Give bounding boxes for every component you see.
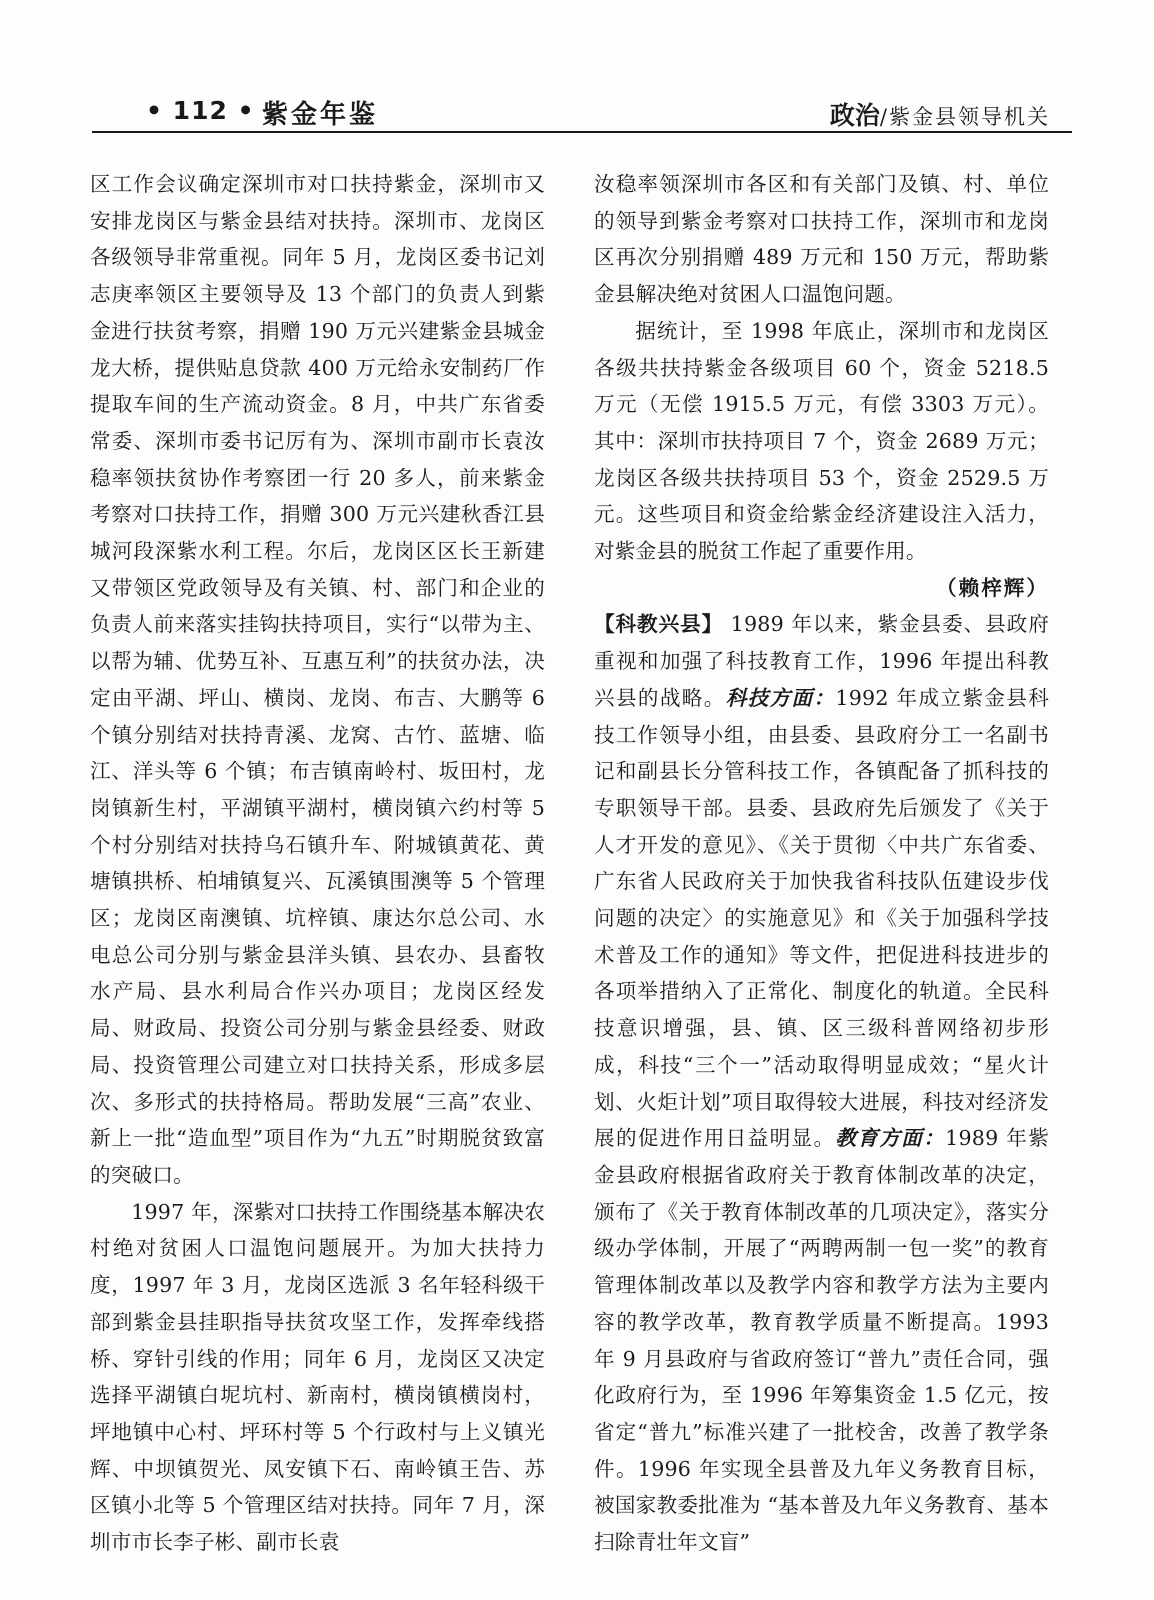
entry-text: 1989 年以来，紫金县委、县政府重视和加强了科技教育工作，1996 年提出科教兴县的战略。 xyxy=(594,612,1049,710)
paragraph: 据统计，至 1998 年底止，深圳市和龙岗区各级共扶持紫金各级项目 60 个，资金 5218.5 万元（无偿 1915.5 万元，有偿 3303 万元）。其中：深圳市扶持项目 7 个，资金 2689 万元；龙岗区各级共扶持项目 53 个，资金 2529.5 万元。这些项目和资金给紫金经济建设注入活力，对紫金县的脱贫工作起了重要作用。 xyxy=(594,318,1049,564)
sub-heading: 教育方面： xyxy=(835,1126,946,1151)
page-number: • 112 • xyxy=(146,96,255,125)
paragraph: 汝稳率领深圳市各区和有关部门及镇、村、单位的领导到紫金考察对口扶持工作，深圳市和龙岗区再次分别捐赠 489 万元和 150 万元，帮助紫金县解决绝对贫困人口温饱问题。 xyxy=(594,172,1049,307)
sub-heading: 科技方面： xyxy=(725,685,836,710)
section-heading xyxy=(830,96,1050,132)
entry-text: 1992 年成立紫金县科技工作领导小组，由县委、县政府分工一名副书记和副县长分管科技工作，各镇配备了抓科技的专职领导干部。县委、县政府先后颁发了《关于人才开发的意见》、《关于贯彻〈中共广东省委、广东省人民政府关于加快我省科技队伍建设步伐问题的决定〉的实施意见》和《关于加强科学技术普及工作的通知》等文件，把促进科技进步的各项举措纳入了正常化、制度化的轨道。全民科技意识增强，县、镇、区三级科普网络初步形成，科技“三个一”活动取得明显成效；“星火计划、火炬计划”项目取得较大进展，科技对经济发展的促进作用日益明显。 xyxy=(594,685,1050,1151)
section-sub: /紫金县领导机关 xyxy=(879,105,1050,129)
left-column xyxy=(90,166,545,1561)
header-rule xyxy=(92,131,1072,133)
book-title: 紫金年鉴 xyxy=(262,100,379,130)
right-column xyxy=(594,166,1049,1561)
entry-paragraph xyxy=(594,606,1049,1560)
paragraph: 1997 年，深紫对口扶持工作围绕基本解决农村绝对贫困人口温饱问题展开。为加大扶持力度，1997 年 3 月，龙岗区选派 3 名年轻科级干部到紫金县挂职指导扶贫攻坚工作，发挥牵线搭桥、穿针引线的作用；同年 6 月，龙岗区又决定选择平湖镇白坭坑村、新南村，横岗镇横岗村，坪地镇中心村、坪环村等 5 个行政村与上义镇光辉、中坝镇贺光、凤安镇下石、南岭镇王告、苏区镇小北等 5 个管理区结对扶持。同年 7 月，深圳市市长李子彬、副市长袁 xyxy=(90,1199,545,1555)
section-main: 政治 xyxy=(829,101,880,130)
entry-title: 【科教兴县】 xyxy=(594,612,724,637)
author-credit: （赖梓辉） xyxy=(936,575,1049,600)
entry-text: 1989 年紫金县政府根据省政府关于教育体制改革的决定，颁布了《关于教育体制改革的几项决定》，落实分级办学体制，开展了“两聘两制一包一奖”的教育管理体制改革以及教学内容和教学方法为主要内容的教学改革，教育教学质量不断提高。1993 年 9 月县政府与省政府签订“普九”责任合同，强化政府行为，至 1996 年筹集资金 1.5 亿元，按省定“普九”标准兴建了一批校舍，改善了教学条件。1996 年实现全县普及九年义务教育目标，被国家教委批准为 “基本普及九年义务教育、基本扫除青壮年文盲” xyxy=(594,1126,1050,1555)
page-header xyxy=(92,92,1072,132)
paragraph: 区工作会议确定深圳市对口扶持紫金，深圳市又安排龙岗区与紫金县结对扶持。深圳市、龙岗区各级领导非常重视。同年 5 月，龙岗区委书记刘志庚率领区主要领导及 13 个部门的负责人到紫金进行扶贫考察，捐赠 190 万元兴建紫金县城金龙大桥，提供贴息贷款 400 万元给永安制药厂作提取车间的生产流动资金。8 月，中共广东省委常委、深圳市委书记厉有为、深圳市副市长袁汝稳率领扶贫协作考察团一行 20 多人，前来紫金考察对口扶持工作，捐赠 300 万元兴建秋香江县城河段深紫水利工程。尔后，龙岗区区长王新建又带领区党政领导及有关镇、村、部门和企业的负责人前来落实挂钩扶持项目，实行“以带为主、以帮为辅、优势互补、互惠互利”的扶贫办法，决定由平湖、坪山、横岗、龙岗、布吉、大鹏等 6 个镇分别结对扶持青溪、龙窝、古竹、蓝塘、临江、洋头等 6 个镇；布吉镇南岭村、坂田村，龙岗镇新生村，平湖镇平湖村，横岗镇六约村等 5 个村分别结对扶持乌石镇升车、附城镇黄花、黄塘镇拱桥、柏埔镇复兴、瓦溪镇围澳等 5 个管理区；龙岗区南澳镇、坑梓镇、康达尔总公司、水电总公司分别与紫金县洋头镇、县农办、县畜牧水产局、县水利局合作兴办项目；龙岗区经发局、财政局、投资公司分别与紫金县经委、财政局、投资管理公司建立对口扶持关系，形成多层次、多形式的扶持格局。帮助发展“三高”农业、新上一批“造血型”项目作为“九五”时期脱贫致富的突破口。 xyxy=(90,172,545,1187)
